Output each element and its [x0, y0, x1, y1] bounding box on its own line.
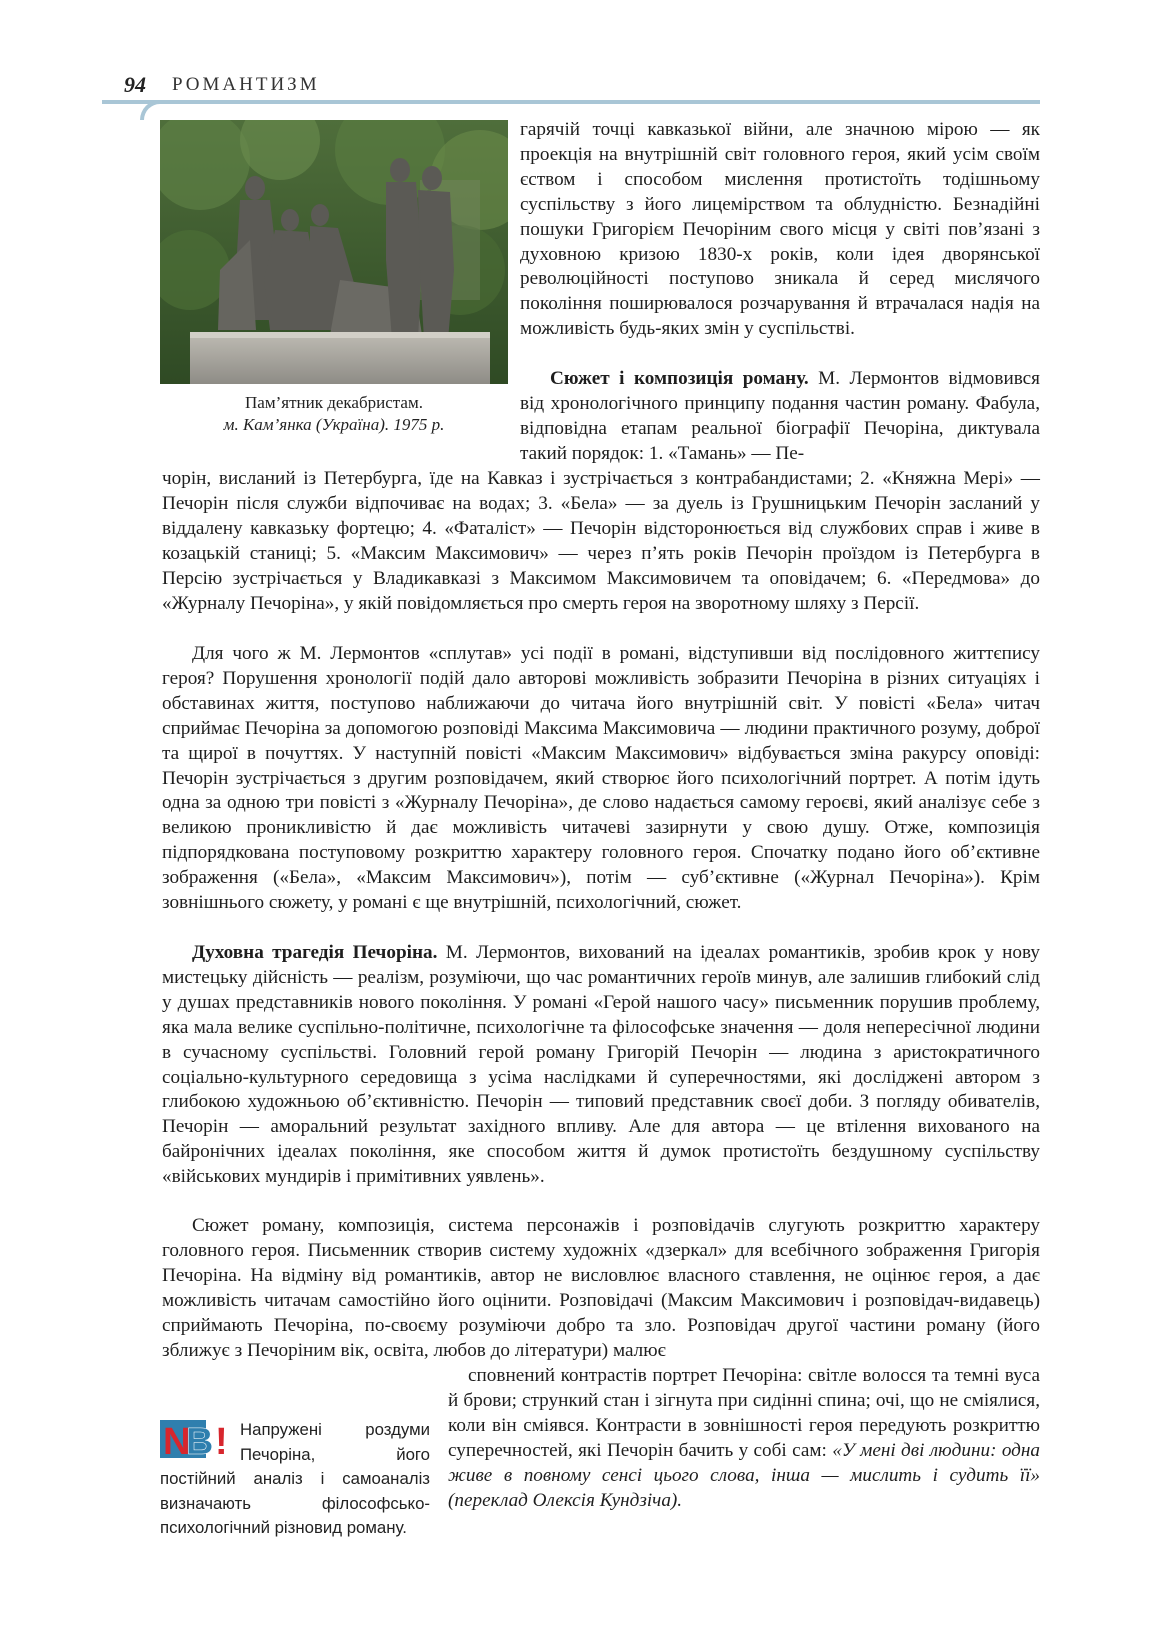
- paragraph-4-text: М. Лермонтов, вихований на ідеалах романтиків, зробив крок у нову мистецьку дійсність — реалізм, розуміючи, що час романтичних героїв минув, але залишив глибокий слід у душах представників нового покоління. У романі «Герой нашого часу» письменник порушив проблему, яка мала велике суспільно-політичне, психологічне та філософське значення — доля непересічної людини в сучасному суспільстві. Головний герой роману Григорій Печорін — людина з аристократичного соціально-культурного середовища з усіма наслідками й суперечностями, які досліджені автором з глибокою художньою об’єктивністю. Печорін — типовий представник своєї доби. З погляду обивателів, Печорін — аморальний результат західного впливу. Але для автора — це втілення вихованого на байронічних ідеалах покоління, яке способом життя й думок протистоїть бездушному суспільству «військових мундирів і примітивних уявлень».: [162, 942, 1041, 1188]
- page-number: 94: [124, 72, 146, 97]
- header-rule: [102, 100, 1040, 104]
- paragraph-5-narrow: [448, 1364, 1040, 1513]
- section-title: РОМАНТИЗМ: [172, 74, 320, 95]
- nb-text-content: Напружені роздуми Печоріна, його постійний аналіз і самоаналіз визначають філософсько-психологічний різновид роману.: [160, 1420, 430, 1538]
- quote-source: (переклад Олексія Кундзіча).: [448, 1489, 683, 1511]
- nb-text: [160, 1418, 430, 1541]
- caption-line-2: м. Кам’янка (Україна). 1975 р.: [223, 415, 445, 434]
- paragraph-2-right: [520, 367, 1040, 467]
- page-header: [120, 72, 1040, 102]
- quote-text: «У мені дві людини: одна живе в повному сенсі цього слова, інша — мислить і судить її»: [448, 1439, 1041, 1486]
- nb-logo-text: N: [163, 1421, 191, 1460]
- photo-caption: [160, 392, 508, 436]
- paragraph-1: гарячій точці кавказької війни, але значною мірою — як проекція на внутрішній світ головного героя, який усім своїм єством і способом мислення протистоїть тодішньому суспільству з його лицемірством та облудністю. Безнадійні пошуки Григорієм Печоріним свого місця у світі пов’язані з духовною кризою 1830-х років, коли ідея дворянської революційності поступово зникала й серед мислячого покоління поширювалося розчарування й втрачалася надія на можливість будь-яких змін у суспільстві.: [520, 119, 1040, 340]
- caption-line-1: Пам’ятник декабристам.: [245, 393, 423, 412]
- monument-photo-icon: [160, 120, 508, 384]
- paragraph-2-full: чорін, висланий із Петербурга, їде на Кавказ і зустрічається з контрабандистами; 2. «Княжна Мері» — Печорін після служби відпочиває на водах; 3. «Бела» — за дуель із Грушницьким Печорін засланий у віддалену кавказьку фортецю; 4. «Фаталіст» — Печорін відсторонюється від службових справ і живе в козацькій станиці; 5. «Максим Максимович» — через п’ять років Печорін проїздом із Петербурга в Персію зустрічається у Владикавказі з Максимом Максимовичем та оповідачем; 6. «Передмова» до «Журналу Печоріна», у якій повідомляється про смерть героя на зворотному шляху з Персії.: [162, 468, 1040, 614]
- paragraph-5-full: Сюжет роману, композиція, система персонажів і розповідачів слугують розкриттю характеру головного героя. Письменник створив систему художніх «дзеркал» для всебічного зображення Григорія Печоріна. На відміну від романтиків, автор не висловлює власного ставлення, не оцінює героя, а дає можливість читачам самостійно його оцінити. Розповідачі (Максим Максимович і розповідач-видавець) сприймають Печоріна, по-своєму розуміючи добро та зло. Розповідач другої частини роману (його зближує з Печоріним вік, освіта, любов до літератури) малює: [162, 1215, 1040, 1361]
- paragraph-2-heading: Сюжет і композиція роману.: [550, 368, 809, 389]
- paragraph-4: [162, 941, 1040, 1190]
- paragraph-4-heading: Духовна трагедія Печоріна.: [192, 942, 438, 963]
- paragraph-5-narrow-text: сповнений контрастів портрет Печоріна: світле волосся та темні вуса й брови; стрункий стан і зігнута при сидінні спина; очі, що не сміялися, коли він сміявся. Контрасти в зовнішності героя передують розкриттю суперечностей, які Печорін бачить у собі сам:: [448, 1365, 1040, 1461]
- paragraph-2-right-text: М. Лермонтов відмовився від хронологічного принципу подання частин роману. Фабула, відповідна етапам реальної біографії Печоріна, диктувала такий порядок: 1. «Тамань» — Пе-: [520, 368, 1041, 464]
- nb-logo-b: B: [186, 1421, 214, 1460]
- paragraph-3: Для чого ж М. Лермонтов «сплутав» усі події в романі, відступивши від послідовного життєпису героя? Порушення хронології подій дало авторові можливість зобразити Печоріна в різних ситуаціях і обставинах життя, поступово наближаючи до читача його внутрішній світ. У повісті «Бела» читач сприймає Печоріна за допомогою розповіді Максима Максимовича — людини практичного розуму, доброї та щирої в почуттях. У наступній повісті «Максим Максимович» відбувається зміна ракурсу оповіді: Печорін зустрічається з другим розповідачем, який створює його психологічний портрет. А потім ідуть одна за одною три повісті з «Журналу Печоріна», де слово надається самому героєві, який аналізує себе з великою проникливістю й дає можливість читачеві зазирнути у свою душу. Отже, композиція підпорядкована поступовому розкриттю характеру головного героя. Спочатку подано його об’єктивне зображення («Бела», «Максим Максимович»), потім — суб’єктивне («Журнал Печоріна»). Крім зовнішнього сюжету, у романі є ще внутрішній, психологічний, сюжет.: [162, 643, 1040, 914]
- monument-photo: [160, 120, 508, 384]
- nb-logo-excl: !: [215, 1421, 228, 1460]
